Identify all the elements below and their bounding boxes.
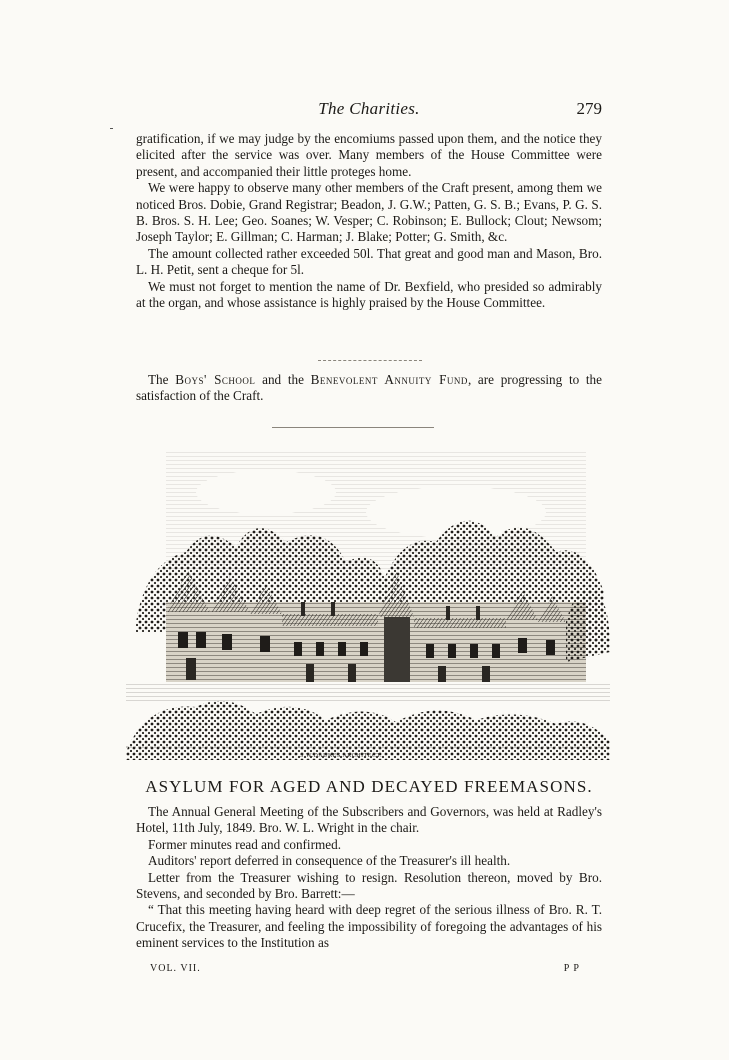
paragraph: We must not forget to mention the name of Dr. Bexfield, who presided so admirably at the organ, and whose assistance is highly praised by the House Committee. — [136, 278, 602, 311]
page-footer — [150, 963, 580, 977]
section-charity-sermon — [136, 131, 602, 311]
paragraph: The Annual General Meeting of the Subscribers and Governors, was held at Radley's Hotel, 11th July, 1849. Bro. W. L. Wright in the chair. — [136, 804, 602, 836]
paragraph: Former minutes read and confirmed. — [148, 836, 341, 852]
section-divider-long — [272, 427, 434, 428]
signature-mark: P P — [563, 963, 580, 974]
annuity-fund-name: Benevolent Annuity Fund — [310, 372, 468, 387]
section-asylum-meeting — [136, 804, 602, 952]
page-number: 279 — [576, 99, 602, 118]
engraver-credit: S.W.DAUKES ARCHITECT. — [300, 753, 383, 759]
paragraph: gratification, if we may judge by the encomiums passed upon them, and the notice they elicited after the service was over. Many members of the House Committee were present, and accompanied their little proteges home. — [136, 131, 602, 179]
section-heading: ASYLUM FOR AGED AND DECAYED FREEMASONS. — [145, 777, 593, 796]
asylum-engraving — [126, 452, 610, 760]
paragraph: Letter from the Treasurer wishing to resign. Resolution thereon, moved by Bro. Stevens, and seconded by Bro. Barrett:— — [136, 869, 602, 902]
paragraph: “ That this meeting having heard with deep regret of the serious illness of Bro. R. T. Crucefix, the Treasurer, and feeling the impossibility of foregoing the advantages of his eminent services to the Institution as — [136, 902, 602, 951]
paragraph: The amount collected rather exceeded 50l. That great and good man and Mason, Bro. L. H. Petit, sent a cheque for 5l. — [136, 245, 602, 278]
margin-mark — [110, 128, 113, 129]
running-title: The Charities. — [318, 99, 420, 118]
paragraph: Auditors' report deferred in consequence of the Treasurer's ill health. — [148, 853, 511, 869]
section-other-charities — [136, 372, 602, 405]
section-divider — [318, 360, 422, 361]
boys-school-name: Boys' School — [175, 372, 256, 387]
volume-label: VOL. VII. — [150, 963, 201, 974]
paragraph: The Boys' School and the Benevolent Annuity Fund, are progressing to the satisfaction of the Craft. — [136, 372, 603, 404]
paragraph: We were happy to observe many other members of the Craft present, among them we noticed Bros. Dobie, Grand Registrar; Beadon, J. G.W.; Patten, G. S. B.; Evans, P. G. S. B. Bros. S. H. Lee; Geo. Soanes; W. Vesper; C. Robinson; E. Bullock; Clout; Newsom; Joseph Taylor; E. Gillman; C. Harman; J. Blake; Potter; G. Smith, &c. — [136, 180, 602, 245]
running-head — [136, 99, 602, 121]
